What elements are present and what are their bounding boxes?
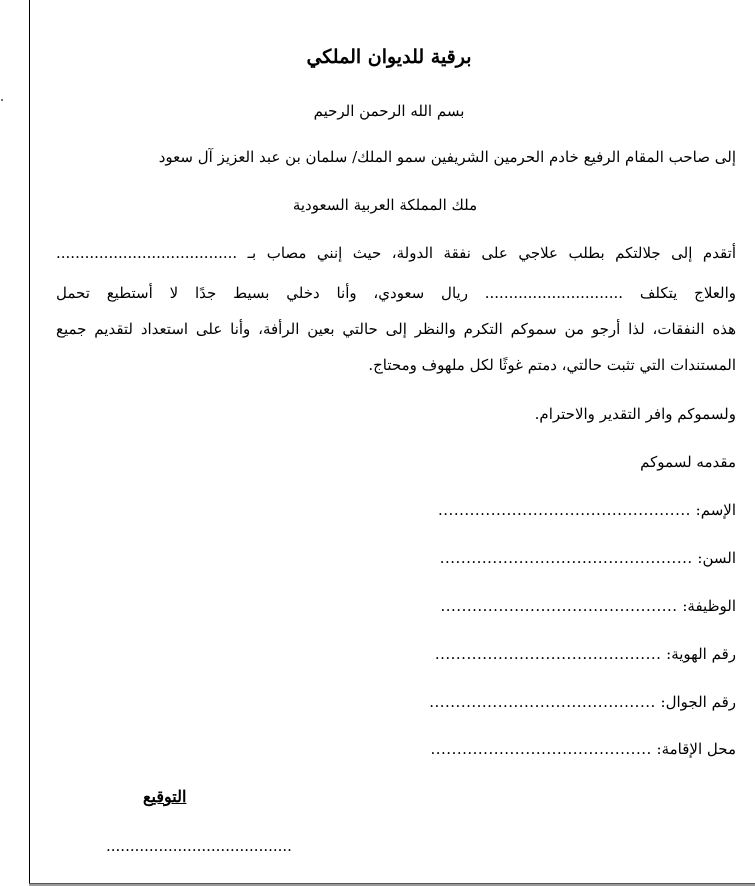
fill-line: ...........................................: [434, 645, 662, 663]
field-label: الوظيفة:: [682, 597, 736, 615]
age-field: [440, 548, 736, 568]
signature-line: .......................................: [106, 837, 292, 855]
mobile-number-field: [429, 692, 736, 712]
field-label: رقم الجوال:: [660, 693, 736, 711]
field-label: رقم الهوية:: [666, 645, 736, 663]
id-number-field: [435, 644, 736, 664]
body-line-2: والعلاج يتكلف ............................. ريال سعودي، وأنا دخلي بسيط جدًا لا أستطيع تحمل: [56, 284, 736, 302]
submitted-by-label: مقدمه لسموكم: [640, 453, 736, 471]
fill-line: ................................................: [439, 549, 693, 567]
fill-line: ................................................: [438, 501, 691, 519]
fill-line: ..........................................: [430, 740, 652, 758]
fill-line: ...........................................: [429, 693, 656, 711]
page-left-border: [29, 0, 30, 884]
body-line-4: المستندات التي تثبت حالتي، دمتم غوثًا لكل ملهوف ومحتاج.: [368, 356, 736, 374]
body-line-1: أتقدم إلى جلالتكم بطلب علاجي على نفقة الدولة، حيث إنني مصاب بـ ......................................: [56, 244, 736, 262]
addressee-line: إلى صاحب المقام الرفيع خادم الحرمين الشريفين سمو الملك/ سلمان بن عبد العزيز آل سعود: [158, 148, 736, 166]
signature-label: التوقيع: [143, 787, 187, 806]
field-label: الإسم:: [695, 501, 736, 519]
name-field: [438, 500, 736, 520]
fill-line: .............................................: [440, 597, 678, 615]
letter-document: [56, 0, 736, 880]
document-title: برقية للديوان الملكي: [306, 46, 472, 68]
field-label: السن:: [697, 549, 736, 567]
margin-dot: [1, 99, 3, 101]
body-line-3: هذه النفقات، لذا أرجو من سموكم التكرم والنظر إلى حالتي بعين الرأفة، وأنا على استعداد لتقديم جميع: [56, 320, 736, 338]
addressee-title: ملك المملكة العربية السعودية: [292, 196, 478, 214]
residence-field: [431, 739, 737, 759]
basmala: بسم الله الرحمن الرحيم: [313, 102, 465, 120]
closing-line: ولسموكم وافر التقدير والاحترام.: [534, 405, 736, 423]
field-label: محل الإقامة:: [656, 740, 736, 758]
job-field: [441, 596, 737, 616]
